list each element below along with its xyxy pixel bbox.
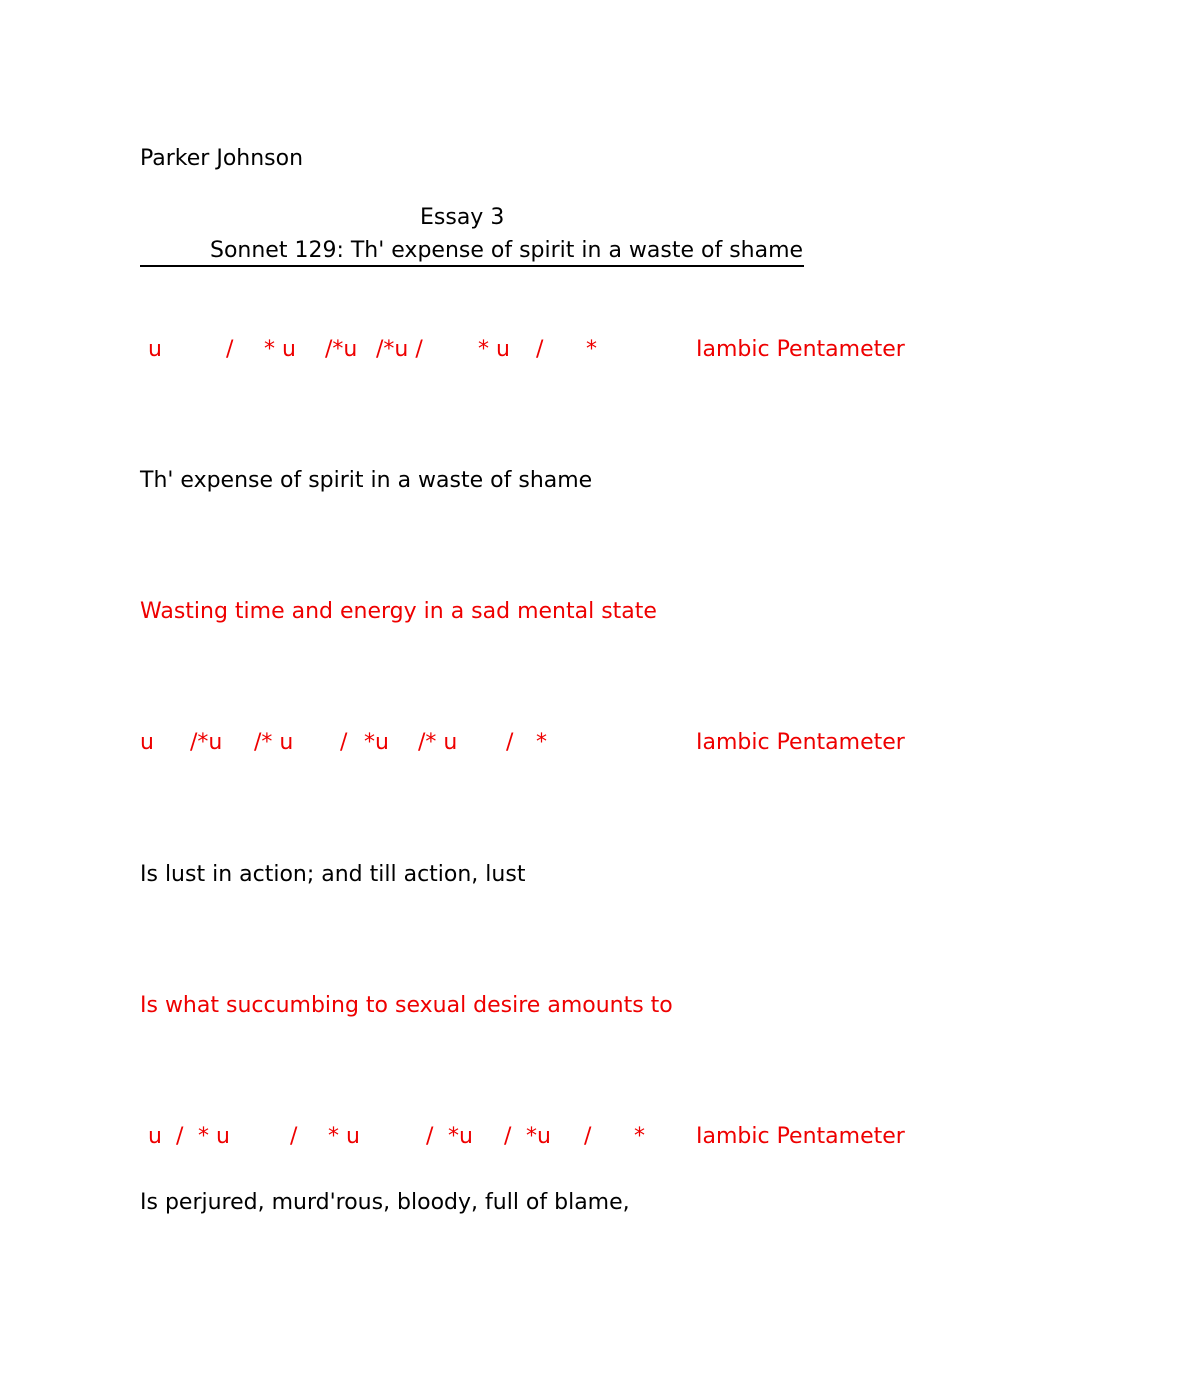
scansion-mark: / <box>226 337 234 362</box>
essay-heading: Essay 3 <box>420 205 505 230</box>
meter-label: Iambic Pentameter <box>696 337 905 362</box>
scansion-mark: * u <box>264 337 296 362</box>
scansion-mark: * <box>586 337 597 362</box>
document-title-text: Sonnet 129: Th' expense of spirit in a waste of shame <box>210 238 804 263</box>
scansion-line-2 <box>0 732 690 756</box>
sonnet-line-1: Th' expense of spirit in a waste of shame <box>140 468 593 493</box>
scansion-mark: *u <box>526 1124 551 1149</box>
sonnet-line-3: Is perjured, murd'rous, bloody, full of blame, <box>140 1190 630 1215</box>
paraphrase-line-2: Is what succumbing to sexual desire amounts to <box>140 993 673 1018</box>
scansion-mark: /* u <box>254 730 294 755</box>
scansion-mark: /*u / <box>376 337 423 362</box>
meter-label: Iambic Pentameter <box>696 730 905 755</box>
scansion-mark: u <box>148 337 162 362</box>
author-name: Parker Johnson <box>140 146 304 171</box>
scansion-mark: / <box>536 337 544 362</box>
scansion-mark: /*u <box>325 337 358 362</box>
scansion-mark: * <box>634 1124 645 1149</box>
document-title <box>140 240 804 267</box>
scansion-mark: u <box>140 730 154 755</box>
paraphrase-line-1: Wasting time and energy in a sad mental state <box>140 599 657 624</box>
scansion-mark: / <box>340 730 348 755</box>
scansion-mark: / <box>176 1124 184 1149</box>
scansion-mark: * u <box>198 1124 230 1149</box>
scansion-mark: * <box>536 730 547 755</box>
scansion-mark: /*u <box>190 730 223 755</box>
scansion-mark: / <box>290 1124 298 1149</box>
scansion-mark: / <box>506 730 514 755</box>
meter-label: Iambic Pentameter <box>696 1124 905 1149</box>
scansion-mark: * u <box>328 1124 360 1149</box>
sonnet-line-2: Is lust in action; and till action, lust <box>140 862 526 887</box>
scansion-mark: / <box>584 1124 592 1149</box>
scansion-mark: / <box>426 1124 434 1149</box>
scansion-mark: u <box>148 1124 162 1149</box>
scansion-mark: *u <box>448 1124 473 1149</box>
scansion-mark: *u <box>364 730 389 755</box>
scansion-mark: * u <box>478 337 510 362</box>
scansion-mark: /* u <box>418 730 458 755</box>
scansion-line-1 <box>0 339 690 363</box>
scansion-line-3 <box>0 1126 690 1150</box>
scansion-mark: / <box>504 1124 512 1149</box>
